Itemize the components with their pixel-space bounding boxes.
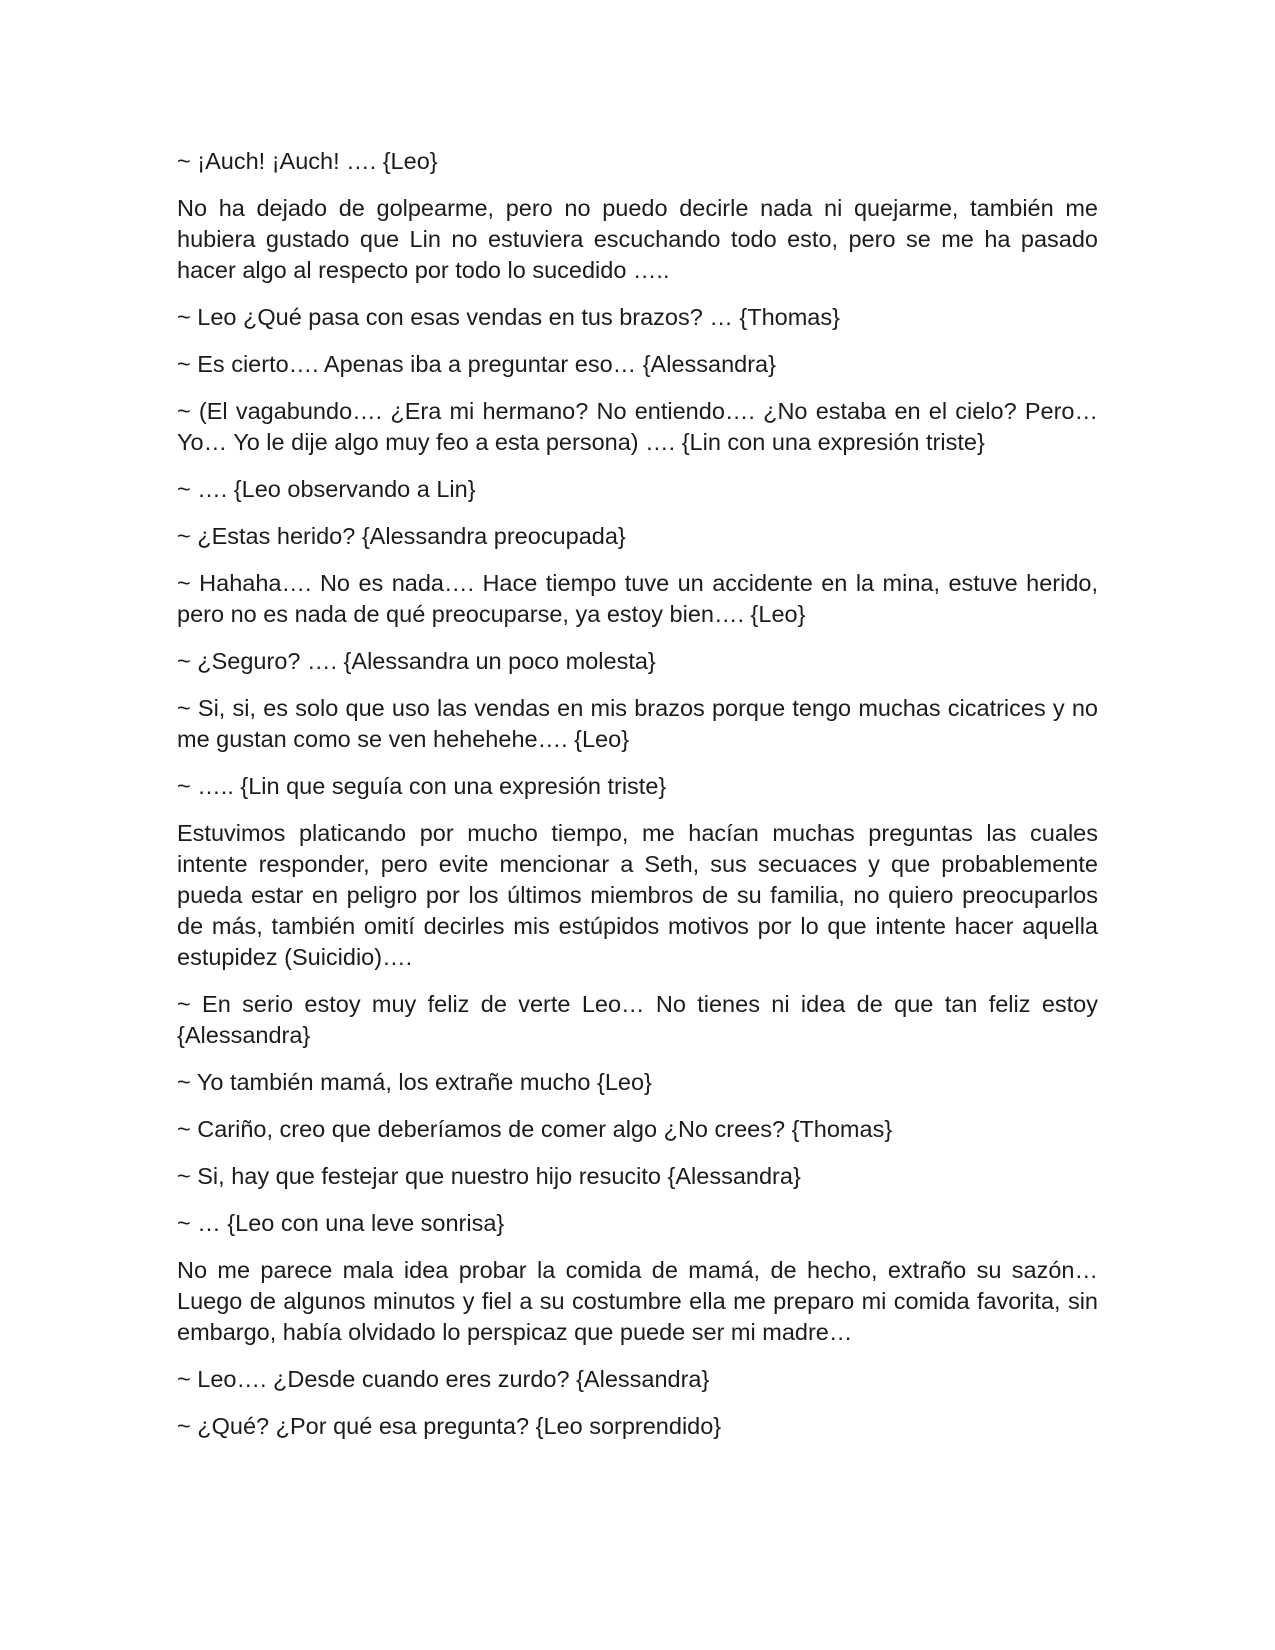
paragraph-1: ~ ¡Auch! ¡Auch! …. {Leo} (177, 148, 438, 174)
paragraph-20: ~ ¿Qué? ¿Por qué esa pregunta? {Leo sorprendido} (177, 1413, 722, 1439)
paragraph-9: ~ ¿Seguro? …. {Alessandra un poco molesta} (177, 648, 656, 674)
paragraph-5: ~ (El vagabundo…. ¿Era mi hermano? No entiendo…. ¿No estaba en el cielo? Pero… Yo… Yo le dije algo muy feo a esta persona) …. {Lin con una expresión triste} (177, 398, 1098, 455)
paragraph-7: ~ ¿Estas herido? {Alessandra preocupada} (177, 523, 626, 549)
paragraph-13: ~ En serio estoy muy feliz de verte Leo… No tienes ni idea de que tan feliz estoy {Alessandra} (177, 991, 1098, 1048)
paragraph-6: ~ …. {Leo observando a Lin} (177, 476, 476, 502)
paragraph-15: ~ Cariño, creo que deberíamos de comer algo ¿No crees? {Thomas} (177, 1116, 893, 1142)
paragraph-8: ~ Hahaha…. No es nada…. Hace tiempo tuve un accidente en la mina, estuve herido, pero no es nada de qué preocuparse, ya estoy bien…. {Leo} (177, 570, 1098, 627)
paragraph-16: ~ Si, hay que festejar que nuestro hijo resucito {Alessandra} (177, 1163, 801, 1189)
paragraph-14: ~ Yo también mamá, los extrañe mucho {Leo} (177, 1069, 652, 1095)
paragraph-10: ~ Si, si, es solo que uso las vendas en mis brazos porque tengo muchas cicatrices y no me gustan como se ven hehehehe…. {Leo} (177, 695, 1098, 752)
paragraph-2: No ha dejado de golpearme, pero no puedo decirle nada ni quejarme, también me hubiera gustado que Lin no estuviera escuchando todo esto, pero se me ha pasado hacer algo al respecto por todo lo sucedido ….. (177, 195, 1098, 283)
paragraph-17: ~ … {Leo con una leve sonrisa} (177, 1210, 505, 1236)
paragraph-19: ~ Leo…. ¿Desde cuando eres zurdo? {Alessandra} (177, 1366, 710, 1392)
paragraph-4: ~ Es cierto…. Apenas iba a preguntar eso… {Alessandra} (177, 351, 776, 377)
paragraph-3: ~ Leo ¿Qué pasa con esas vendas en tus brazos? … {Thomas} (177, 304, 840, 330)
paragraph-12: Estuvimos platicando por mucho tiempo, me hacían muchas preguntas las cuales intente responder, pero evite mencionar a Seth, sus secuaces y que probablemente pueda estar en peligro por los últimos miembros de su familia, no quiero preocuparlos de más, también omití decirles mis estúpidos motivos por lo que intente hacer aquella estupidez (Suicidio)…. (177, 820, 1098, 970)
document-body (177, 146, 1098, 1458)
paragraph-18: No me parece mala idea probar la comida de mamá, de hecho, extraño su sazón… Luego de algunos minutos y fiel a su costumbre ella me preparo mi comida favorita, sin embargo, había olvidado lo perspicaz que puede ser mi madre… (177, 1257, 1098, 1345)
paragraph-11: ~ ….. {Lin que seguía con una expresión triste} (177, 773, 667, 799)
